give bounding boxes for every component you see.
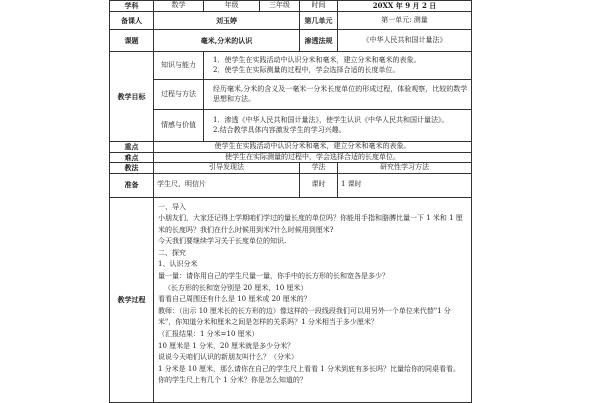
topic-row [110,30,472,52]
period-value: 1 课时 [338,173,472,197]
process-line: 1 分米是 10 厘米，那么请你在自己的学生尺上看看 1 分米到底有多长吗？比量给你的同桌看看。 [158,364,460,373]
process-line: 说说今天咱们认识的新朋友叫什么？（分米） [158,353,298,362]
process-line: 你的学生尺上有几个 1 分米？你是怎么知道的？ [158,376,307,385]
key-point-label: 重点 [110,142,154,153]
prep-row [110,12,472,30]
knowledge-line: 1．使学生在实践活动中认识分米和毫米，建立分米和毫米的表象。 [213,56,421,64]
emotion-content [204,110,472,142]
grade-value: 三年级 [260,1,300,12]
process-line: （汇报结果：1 分米=10 厘米） [158,330,259,339]
knowledge-label: 知识与能力 [154,52,204,80]
process-line: 今天我们要继续学习关于长度单位的知识. [158,237,287,246]
difficulty-value: 使学生在实际测量的过程中，学会选择合适的长度单位。 [154,152,472,163]
process-method-content [204,80,472,110]
study-value: 研究性学习方法 [338,163,472,174]
objectives-label: 教学目标 [110,52,154,142]
method-value: 引导发现法 [154,163,300,174]
date-value: 20XX 年 9 月 2 日 [338,1,472,12]
emotion-line: 1．渗透《中华人民共和国计量法》，使学生认识《中华人民共和国计量法》。 [213,116,449,124]
process-line: 二、探究 [158,248,186,257]
unit-value: 第一单元: 测量 [338,12,472,30]
process-line: 教师：（出示 10 厘米长的长方形的边）像这样的一段线段我们可以用另外一个单位来代替"1 分米"，你知道分米和厘米之间是怎样的关系吗？1 分米相当于多少厘米？ [158,306,451,327]
subject-label: 学科 [110,1,154,12]
grade-label: 年级 [204,1,260,12]
method-row [110,163,472,174]
key-point-row [110,142,472,153]
emotion-line: 2.结合教学具体内容激发学生的学习兴趣。 [213,125,346,134]
process-line: 小朋友们，大家还记得上学期咱们学过的量长度的单位吗？你能用手指和胳膊比量一下 1 米和 1 厘米的长度吗？我们在什么时候用到米?什么时候用到厘米? [158,214,463,234]
key-point-value: 使学生在实践活动中认识分米和毫米，建立分米和毫米的表象。 [154,142,472,153]
process-row [110,197,472,402]
subject-value: 数学 [154,1,204,12]
preparation-label: 准备 [110,173,154,197]
process-line: 一、导入 [158,202,186,211]
process-line: 1、认识分米 [158,260,198,269]
topic-label: 课题 [110,30,154,52]
law-value: 《中华人民共和国计量法》 [338,30,472,52]
difficulty-label: 难点 [110,152,154,163]
objective-emotion-row [110,110,472,142]
teacher-value: 刘玉婷 [154,12,300,30]
process-line: （长方形的长和宽分别是 20 厘米，10 厘米） [164,283,308,292]
objective-process-row [110,80,472,110]
knowledge-line: 2．使学生在实际测量的过程中，学会选择合适的长度单位。 [213,65,400,74]
objective-knowledge-row [110,52,472,80]
unit-label: 第几单元 [300,12,338,30]
lesson-plan-table [109,0,472,403]
study-label: 学法 [300,163,338,174]
header-row [110,1,472,12]
emotion-label: 情感与价值 [154,110,204,142]
process-line: 10 厘米是 1 分米，20 厘米就是多少分米？ [158,341,295,350]
preparation-value: 学生尺、明信片 [154,173,300,197]
process-line: 量一量：请你用自己的学生尺量一量，你手中的长方形的长和宽各是多少？ [158,272,389,281]
difficulty-row [110,152,472,163]
process-line: 看看自己周围还有什么是 10 厘米或 20 厘米的？ [158,295,311,304]
topic-value: 毫米,分米的认识 [154,30,300,52]
time-label: 时间 [300,1,338,12]
preparation-row [110,173,472,197]
process-method-text: 经历毫米,分米的含义及一毫米一分米长度单位的形成过程，体验观察，比较的数学思想和方法。 [213,85,468,103]
period-label: 课时 [300,173,338,197]
process-label: 教学过程 [110,197,154,402]
process-method-label: 过程与方法 [154,80,204,110]
lesson-plan-sheet [109,0,471,400]
knowledge-content [204,52,472,80]
teacher-label: 备课人 [110,12,154,30]
process-content [154,197,472,402]
law-label: 渗透法规 [300,30,338,52]
method-label: 教法 [110,163,154,174]
